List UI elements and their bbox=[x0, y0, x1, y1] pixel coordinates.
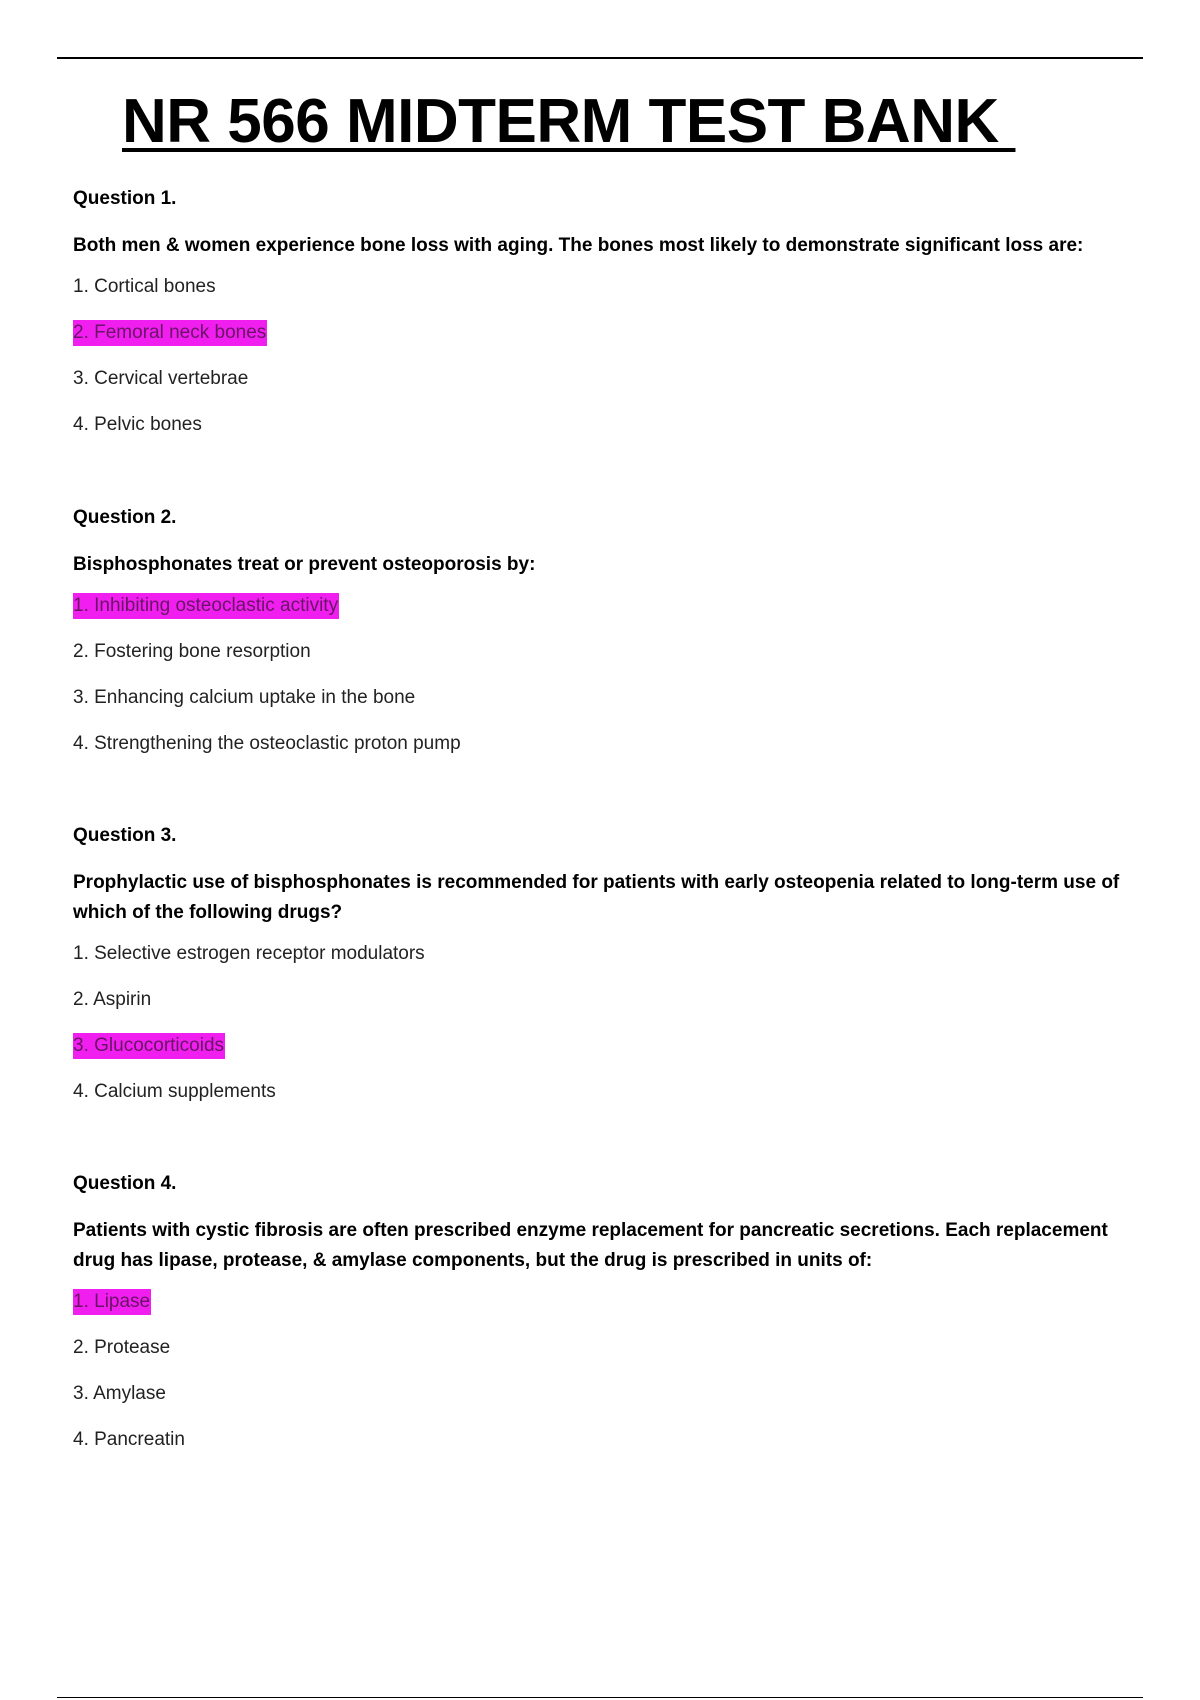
answer-text: 1. Lipase bbox=[73, 1289, 151, 1315]
answer-option bbox=[73, 272, 1143, 318]
answer-option bbox=[73, 1077, 1143, 1123]
answer-option bbox=[73, 985, 1143, 1031]
answer-option bbox=[73, 637, 1143, 683]
answer-text: 2. Fostering bone resorption bbox=[73, 641, 311, 662]
answer-text: 4. Strengthening the osteoclastic proton pump bbox=[73, 733, 461, 754]
answer-text: 3. Enhancing calcium uptake in the bone bbox=[73, 687, 416, 708]
answer-text: 1. Inhibiting osteoclastic activity bbox=[73, 593, 339, 619]
answer-option bbox=[73, 364, 1143, 410]
answer-text: 2. Protease bbox=[73, 1337, 171, 1358]
document-title: NR 566 MIDTERM TEST BANK bbox=[122, 87, 1016, 156]
question-label: Question 1. bbox=[73, 188, 177, 209]
question-label: Question 4. bbox=[73, 1173, 177, 1194]
question-block-3 bbox=[73, 823, 1143, 1123]
answer-text: 1. Cortical bones bbox=[73, 276, 216, 297]
answer-option bbox=[73, 1379, 1143, 1425]
answer-options bbox=[73, 591, 1143, 775]
question-prompt: Bisphosphonates treat or prevent osteoporosis by: bbox=[73, 554, 536, 575]
question-prompt: Both men & women experience bone loss with aging. The bones most likely to demonstrate significant loss are: bbox=[73, 235, 1084, 256]
answer-option bbox=[73, 410, 1143, 456]
answer-text: 1. Selective estrogen receptor modulators bbox=[73, 943, 425, 964]
answer-option bbox=[73, 939, 1143, 985]
question-label: Question 2. bbox=[73, 507, 177, 528]
question-block-2 bbox=[73, 505, 1143, 775]
answer-option bbox=[73, 683, 1143, 729]
bottom-divider bbox=[57, 1697, 1143, 1698]
answer-text: 3. Amylase bbox=[73, 1383, 166, 1404]
answer-option-highlighted bbox=[73, 1287, 1143, 1333]
answer-option bbox=[73, 729, 1143, 775]
answer-option-highlighted bbox=[73, 318, 1143, 364]
question-prompt: Prophylactic use of bisphosphonates is recommended for patients with early osteopenia related to long-term use of which of the following drugs? bbox=[73, 872, 1120, 923]
question-prompt: Patients with cystic fibrosis are often prescribed enzyme replacement for pancreatic secretions. Each replacement drug has lipase, protease, & amylase components, but the drug is prescribed in units of: bbox=[73, 1220, 1108, 1271]
answer-options bbox=[73, 1287, 1143, 1471]
question-block-1 bbox=[73, 186, 1143, 456]
answer-text: 4. Pancreatin bbox=[73, 1429, 185, 1450]
top-divider bbox=[57, 57, 1143, 59]
question-block-4 bbox=[73, 1171, 1143, 1471]
answer-text: 3. Glucocorticoids bbox=[73, 1033, 225, 1059]
answer-text: 4. Pelvic bones bbox=[73, 414, 202, 435]
answer-text: 3. Cervical vertebrae bbox=[73, 368, 249, 389]
answer-option bbox=[73, 1425, 1143, 1471]
answer-option bbox=[73, 1333, 1143, 1379]
answer-options bbox=[73, 939, 1143, 1123]
answer-text: 4. Calcium supplements bbox=[73, 1081, 276, 1102]
question-label: Question 3. bbox=[73, 825, 177, 846]
answer-text: 2. Aspirin bbox=[73, 989, 152, 1010]
answer-options bbox=[73, 272, 1143, 456]
answer-text: 2. Femoral neck bones bbox=[73, 320, 267, 346]
answer-option-highlighted bbox=[73, 1031, 1143, 1077]
answer-option-highlighted bbox=[73, 591, 1143, 637]
